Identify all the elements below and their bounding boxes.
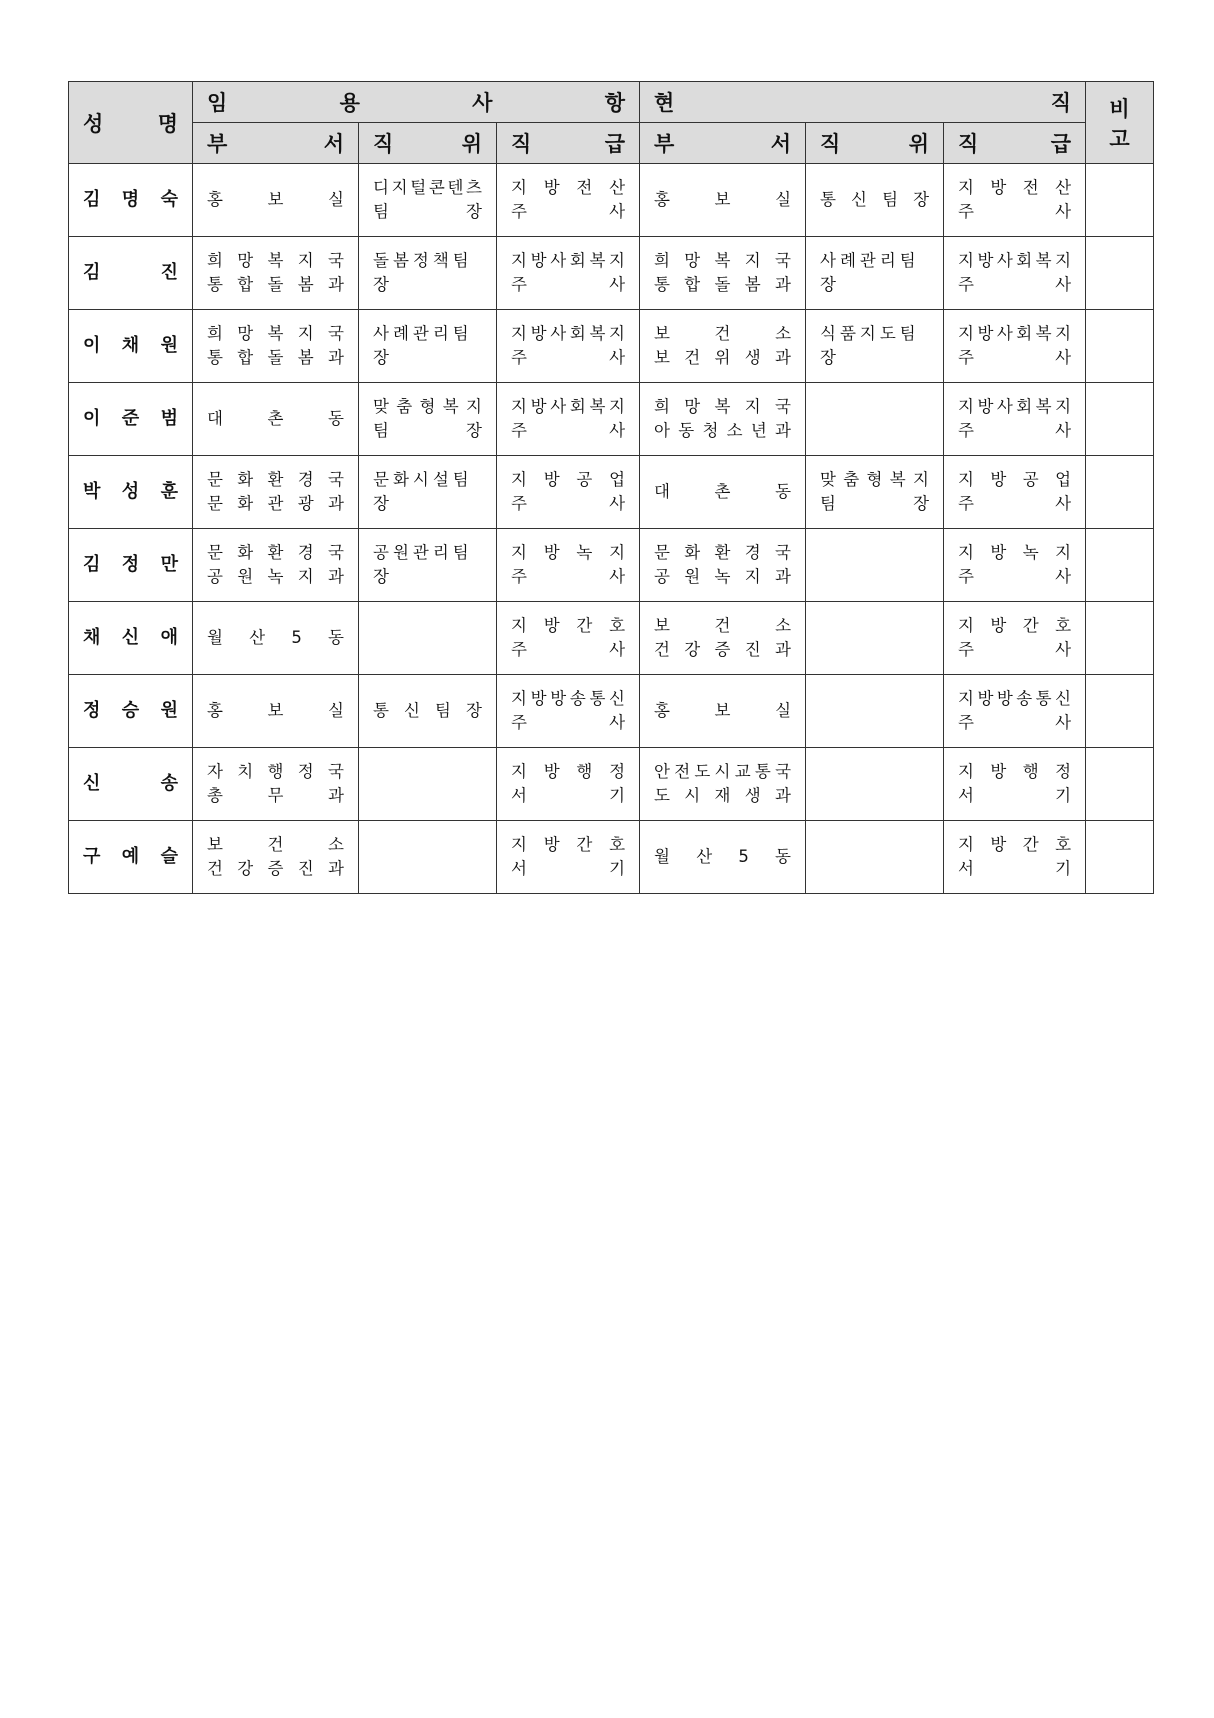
cell-line: 문화시설팀장 bbox=[373, 470, 473, 513]
cell-line: 건 강 증 진 과 bbox=[654, 640, 791, 659]
cell-name bbox=[69, 456, 193, 529]
cell-dept bbox=[193, 456, 359, 529]
header-label: 현 직 bbox=[654, 91, 1072, 115]
cell-line: 서 기 bbox=[958, 786, 1072, 805]
cell-line: 주 사 bbox=[511, 202, 626, 221]
cell-line: 문 화 관 광 과 bbox=[207, 494, 344, 513]
cell-line: 지 방 녹 지 bbox=[958, 543, 1072, 562]
cell-line: 보 건 소 bbox=[654, 324, 792, 343]
cell-cur-position bbox=[806, 456, 944, 529]
table-row bbox=[69, 748, 1154, 821]
cell-line: 식품지도팀장 bbox=[820, 324, 920, 367]
header-cur-dept bbox=[640, 123, 806, 164]
cell-remark bbox=[1086, 164, 1154, 237]
header-grade bbox=[497, 123, 640, 164]
cell-grade bbox=[497, 164, 640, 237]
cell-line: 디 지 털 콘 텐 츠 bbox=[373, 178, 482, 197]
cell-line: 희 망 복 지 국 bbox=[654, 251, 791, 270]
header-name bbox=[69, 82, 193, 164]
cell-line: 통 신 팀 장 bbox=[820, 190, 930, 209]
cell-line: 홍 보 실 bbox=[654, 701, 792, 720]
cell-line: 팀 장 bbox=[820, 494, 930, 513]
header-current bbox=[640, 82, 1086, 123]
table-body bbox=[69, 164, 1154, 894]
cell-cur-dept bbox=[640, 675, 806, 748]
cell-line: 주 사 bbox=[958, 567, 1072, 586]
cell-line: 서 기 bbox=[511, 859, 626, 878]
cell-cur-dept bbox=[640, 456, 806, 529]
name-text: 이 준 범 bbox=[83, 408, 178, 429]
header-label: 성 명 bbox=[83, 111, 178, 136]
cell-line: 공 원 녹 지 과 bbox=[207, 567, 344, 586]
cell-line: 대 촌 동 bbox=[654, 482, 792, 501]
cell-line: 지 방 사 회 복 지 bbox=[511, 324, 625, 343]
cell-line: 주 사 bbox=[958, 421, 1072, 440]
name-text: 김 진 bbox=[83, 262, 178, 283]
cell-line: 사례관리팀장 bbox=[820, 251, 920, 294]
cell-remark bbox=[1086, 237, 1154, 310]
cell-line: 아 동 청 소 년 과 bbox=[654, 421, 791, 440]
cell-line: 건 강 증 진 과 bbox=[207, 859, 344, 878]
cell-position bbox=[359, 310, 497, 383]
cell-grade bbox=[497, 456, 640, 529]
cell-line: 서 기 bbox=[958, 859, 1072, 878]
cell-line: 문 화 환 경 국 bbox=[654, 543, 791, 562]
cell-line: 월 산 5 동 bbox=[207, 628, 344, 647]
cell-dept bbox=[193, 237, 359, 310]
cell-name bbox=[69, 602, 193, 675]
cell-position bbox=[359, 237, 497, 310]
name-text: 채 신 애 bbox=[83, 627, 178, 648]
cell-name bbox=[69, 748, 193, 821]
cell-name bbox=[69, 383, 193, 456]
cell-dept bbox=[193, 164, 359, 237]
cell-cur-position bbox=[806, 164, 944, 237]
cell-grade bbox=[497, 310, 640, 383]
name-text: 김 정 만 bbox=[83, 554, 178, 575]
cell-line: 주 사 bbox=[958, 713, 1072, 732]
cell-line: 주 사 bbox=[511, 275, 626, 294]
cell-dept bbox=[193, 529, 359, 602]
cell-line: 통 합 돌 봄 과 bbox=[654, 275, 791, 294]
table-row bbox=[69, 602, 1154, 675]
cell-position bbox=[359, 675, 497, 748]
name-text: 박 성 훈 bbox=[83, 481, 178, 502]
cell-line: 지 방 전 산 bbox=[958, 178, 1072, 197]
cell-remark bbox=[1086, 529, 1154, 602]
cell-line: 지 방 간 호 bbox=[511, 616, 626, 635]
cell-grade bbox=[497, 821, 640, 894]
cell-cur-grade bbox=[944, 164, 1086, 237]
cell-grade bbox=[497, 675, 640, 748]
cell-line: 주 사 bbox=[511, 567, 626, 586]
name-text: 김 명 숙 bbox=[83, 189, 178, 210]
cell-line: 맞 춤 형 복 지 bbox=[373, 397, 482, 416]
cell-line: 자 치 행 정 국 bbox=[207, 762, 344, 781]
header-label: 부 서 bbox=[654, 132, 792, 156]
cell-line: 월 산 5 동 bbox=[654, 847, 791, 866]
cell-line: 통 합 돌 봄 과 bbox=[207, 275, 344, 294]
cell-line: 주 사 bbox=[958, 275, 1072, 294]
cell-line: 총 무 과 bbox=[207, 786, 344, 805]
cell-remark bbox=[1086, 456, 1154, 529]
cell-line: 사례관리팀장 bbox=[373, 324, 473, 367]
cell-line: 안 전 도 시 교 통 국 bbox=[654, 762, 792, 781]
table-row bbox=[69, 164, 1154, 237]
cell-cur-position bbox=[806, 675, 944, 748]
cell-name bbox=[69, 237, 193, 310]
cell-cur-position bbox=[806, 748, 944, 821]
cell-cur-dept bbox=[640, 602, 806, 675]
cell-remark bbox=[1086, 821, 1154, 894]
cell-name bbox=[69, 164, 193, 237]
cell-line: 지 방 간 호 bbox=[958, 835, 1072, 854]
cell-position bbox=[359, 529, 497, 602]
cell-cur-grade bbox=[944, 748, 1086, 821]
cell-line: 대 촌 동 bbox=[207, 409, 344, 428]
header-position bbox=[359, 123, 497, 164]
cell-cur-grade bbox=[944, 529, 1086, 602]
cell-line: 지 방 행 정 bbox=[511, 762, 626, 781]
cell-line: 서 기 bbox=[511, 786, 626, 805]
cell-remark bbox=[1086, 675, 1154, 748]
cell-position bbox=[359, 748, 497, 821]
cell-grade bbox=[497, 383, 640, 456]
cell-cur-position bbox=[806, 821, 944, 894]
cell-dept bbox=[193, 383, 359, 456]
cell-line: 맞 춤 형 복 지 bbox=[820, 470, 929, 489]
cell-line: 통 합 돌 봄 과 bbox=[207, 348, 344, 367]
header-cur-position bbox=[806, 123, 944, 164]
cell-line: 홍 보 실 bbox=[207, 190, 344, 209]
cell-line: 도 시 재 생 과 bbox=[654, 786, 791, 805]
cell-remark bbox=[1086, 383, 1154, 456]
cell-line: 주 사 bbox=[511, 640, 626, 659]
header-dept bbox=[193, 123, 359, 164]
cell-cur-dept bbox=[640, 237, 806, 310]
cell-position bbox=[359, 602, 497, 675]
cell-cur-grade bbox=[944, 310, 1086, 383]
header-label: 직 위 bbox=[820, 132, 930, 156]
cell-dept bbox=[193, 748, 359, 821]
header-label: 부 서 bbox=[207, 132, 344, 156]
cell-position bbox=[359, 164, 497, 237]
cell-name bbox=[69, 675, 193, 748]
cell-line: 문 화 환 경 국 bbox=[207, 470, 344, 489]
cell-line: 희 망 복 지 국 bbox=[654, 397, 791, 416]
header-label: 직 급 bbox=[511, 132, 626, 156]
cell-cur-position bbox=[806, 310, 944, 383]
name-text: 정 승 원 bbox=[83, 700, 178, 721]
cell-line: 지 방 사 회 복 지 bbox=[958, 397, 1072, 416]
cell-name bbox=[69, 310, 193, 383]
cell-line: 지 방 간 호 bbox=[958, 616, 1072, 635]
cell-line: 주 사 bbox=[511, 348, 626, 367]
table-row bbox=[69, 383, 1154, 456]
cell-cur-dept bbox=[640, 383, 806, 456]
table-row bbox=[69, 529, 1154, 602]
cell-line: 공원관리팀장 bbox=[373, 543, 473, 586]
cell-cur-dept bbox=[640, 529, 806, 602]
cell-remark bbox=[1086, 748, 1154, 821]
cell-line: 지 방 방 송 통 신 bbox=[958, 689, 1072, 708]
cell-line: 홍 보 실 bbox=[207, 701, 344, 720]
cell-line: 팀 장 bbox=[373, 421, 482, 440]
cell-line: 주 사 bbox=[511, 713, 626, 732]
cell-cur-grade bbox=[944, 237, 1086, 310]
cell-position bbox=[359, 821, 497, 894]
cell-line: 지 방 사 회 복 지 bbox=[511, 397, 625, 416]
cell-line: 문 화 환 경 국 bbox=[207, 543, 344, 562]
cell-line: 지 방 전 산 bbox=[511, 178, 626, 197]
cell-cur-grade bbox=[944, 821, 1086, 894]
cell-cur-dept bbox=[640, 821, 806, 894]
header-cur-grade bbox=[944, 123, 1086, 164]
cell-grade bbox=[497, 237, 640, 310]
cell-line: 지 방 공 업 bbox=[958, 470, 1072, 489]
cell-line: 보 건 소 bbox=[207, 835, 344, 854]
cell-line: 지 방 방 송 통 신 bbox=[511, 689, 625, 708]
header-label: 임 용 사 항 bbox=[207, 91, 626, 115]
cell-line: 지 방 사 회 복 지 bbox=[958, 251, 1072, 270]
cell-cur-grade bbox=[944, 383, 1086, 456]
cell-line: 지 방 행 정 bbox=[958, 762, 1072, 781]
cell-line: 주 사 bbox=[958, 348, 1072, 367]
cell-position bbox=[359, 383, 497, 456]
cell-dept bbox=[193, 821, 359, 894]
header-label: 직 위 bbox=[373, 132, 482, 156]
cell-line: 지 방 사 회 복 지 bbox=[958, 324, 1072, 343]
cell-line: 보 건 소 bbox=[654, 616, 792, 635]
cell-line: 지 방 공 업 bbox=[511, 470, 626, 489]
cell-line: 희 망 복 지 국 bbox=[207, 324, 344, 343]
cell-line: 주 사 bbox=[958, 640, 1072, 659]
cell-line: 지 방 녹 지 bbox=[511, 543, 626, 562]
cell-line: 보 건 위 생 과 bbox=[654, 348, 791, 367]
cell-cur-position bbox=[806, 602, 944, 675]
cell-dept bbox=[193, 310, 359, 383]
cell-line: 팀 장 bbox=[373, 202, 482, 221]
name-text: 구 예 슬 bbox=[83, 846, 178, 867]
cell-grade bbox=[497, 748, 640, 821]
cell-line: 주 사 bbox=[958, 202, 1072, 221]
cell-line: 통 신 팀 장 bbox=[373, 701, 482, 720]
cell-grade bbox=[497, 529, 640, 602]
cell-cur-grade bbox=[944, 456, 1086, 529]
name-text: 신 송 bbox=[83, 773, 178, 794]
cell-name bbox=[69, 821, 193, 894]
cell-cur-grade bbox=[944, 675, 1086, 748]
cell-cur-position bbox=[806, 383, 944, 456]
cell-line: 지 방 간 호 bbox=[511, 835, 626, 854]
cell-remark bbox=[1086, 310, 1154, 383]
cell-line: 희 망 복 지 국 bbox=[207, 251, 344, 270]
table-row bbox=[69, 310, 1154, 383]
cell-position bbox=[359, 456, 497, 529]
cell-line: 돌봄정책팀장 bbox=[373, 251, 473, 294]
header-appointment bbox=[193, 82, 640, 123]
cell-line: 주 사 bbox=[958, 494, 1072, 513]
name-text: 이 채 원 bbox=[83, 335, 178, 356]
cell-cur-dept bbox=[640, 748, 806, 821]
cell-cur-position bbox=[806, 529, 944, 602]
cell-cur-grade bbox=[944, 602, 1086, 675]
cell-line: 주 사 bbox=[511, 494, 626, 513]
table-row bbox=[69, 456, 1154, 529]
appointment-table bbox=[68, 81, 1154, 894]
cell-remark bbox=[1086, 602, 1154, 675]
table-row bbox=[69, 237, 1154, 310]
header-remark: 비고 bbox=[1086, 82, 1154, 164]
cell-line: 지 방 사 회 복 지 bbox=[511, 251, 625, 270]
cell-line: 공 원 녹 지 과 bbox=[654, 567, 791, 586]
cell-dept bbox=[193, 675, 359, 748]
cell-cur-dept bbox=[640, 310, 806, 383]
cell-dept bbox=[193, 602, 359, 675]
table-row bbox=[69, 821, 1154, 894]
cell-grade bbox=[497, 602, 640, 675]
cell-line: 주 사 bbox=[511, 421, 626, 440]
cell-cur-dept bbox=[640, 164, 806, 237]
cell-cur-position bbox=[806, 237, 944, 310]
cell-line: 홍 보 실 bbox=[654, 190, 792, 209]
table-row bbox=[69, 675, 1154, 748]
header-label: 직 급 bbox=[958, 132, 1072, 156]
cell-name bbox=[69, 529, 193, 602]
